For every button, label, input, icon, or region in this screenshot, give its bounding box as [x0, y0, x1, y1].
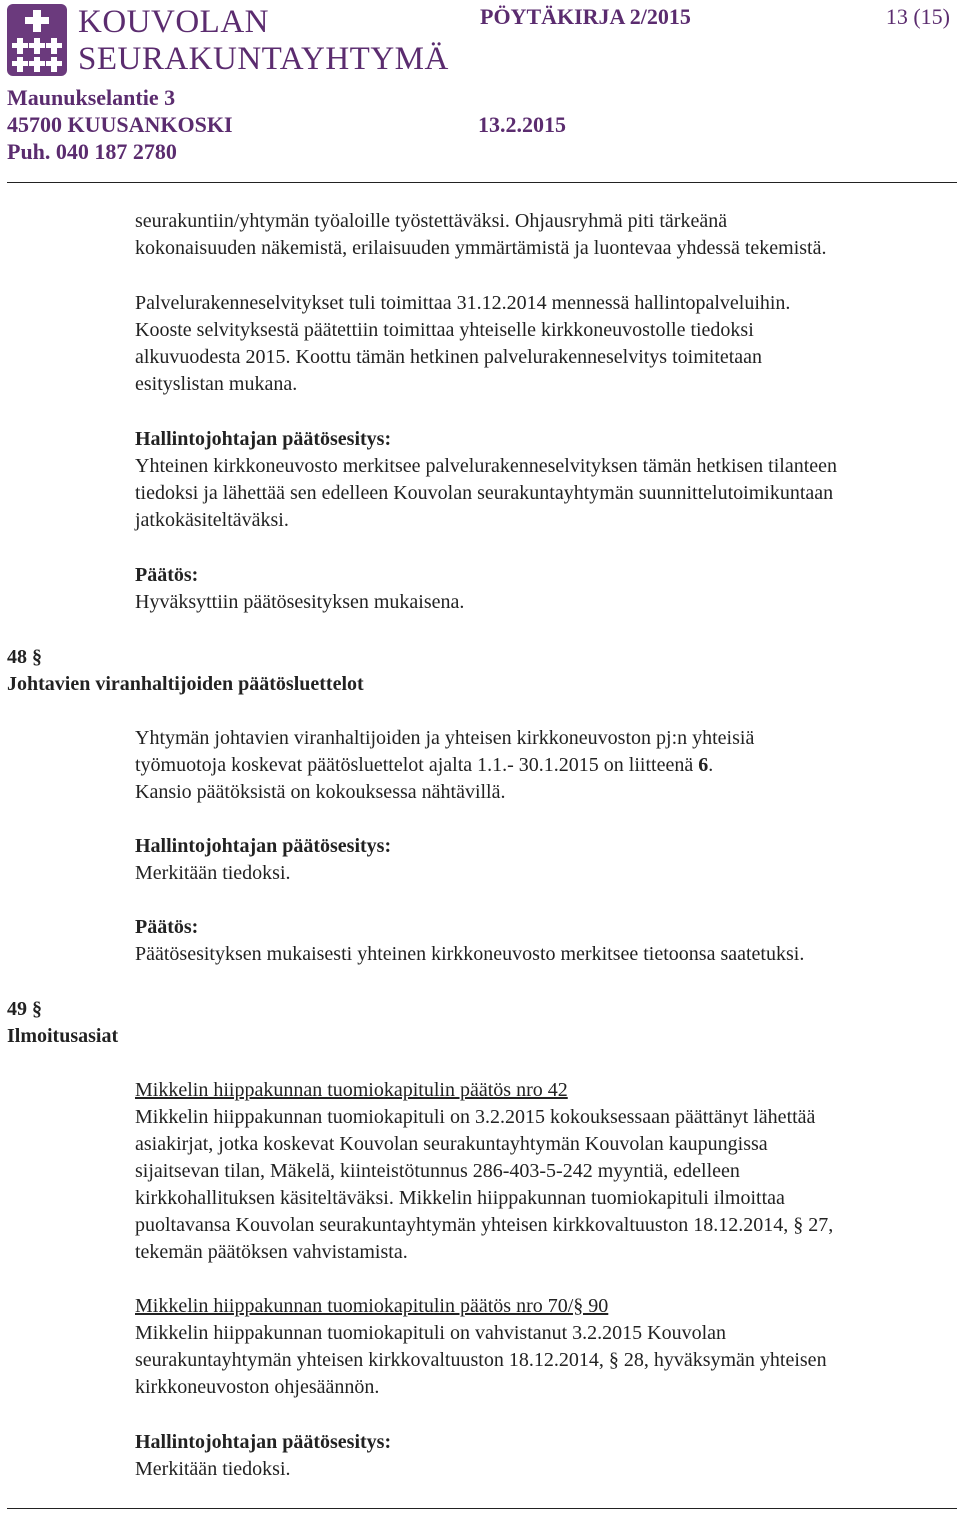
document-title: PÖYTÄKIRJA 2/2015: [480, 4, 691, 29]
page-header: [0, 0, 960, 180]
text-line: kirkkohallituksen käsiteltäväksi. Mikkelin hiippakunnan tuomiokapituli ilmoittaa: [135, 1187, 785, 1209]
text-span: .: [708, 754, 714, 776]
text-line: kokonaisuuden näkemistä, erilaisuuden ymmärtämistä ja luontevaa yhdessä tekemistä.: [135, 237, 827, 259]
text-line: esityslistan mukana.: [135, 373, 298, 395]
org-name-line1: KOUVOLAN: [78, 4, 269, 40]
proposal-text-49: Merkitään tiedoksi.: [135, 1458, 291, 1480]
text-line: [135, 752, 960, 779]
address-street: Maunukselantie 3: [7, 85, 176, 110]
proposal-heading: Hallintojohtajan päätösesitys:: [135, 428, 392, 450]
notice-item-2-body: [135, 1320, 960, 1401]
organization-logo: [7, 4, 67, 76]
text-line: sijaitsevan tilan, Mäkelä, kiinteistötunnus 286-403-5-242 myyntiä, edelleen: [135, 1160, 740, 1182]
section48-body: [135, 725, 960, 806]
document-date: 13.2.2015: [478, 112, 566, 137]
cross-logo-icon: [7, 4, 67, 76]
text-line: seurakuntiin/yhtymän työaloille työstettäväksi. Ohjausryhmä piti tärkeänä: [135, 210, 728, 232]
attachment-number: 6: [698, 754, 709, 776]
proposal-text: [135, 453, 960, 534]
decision-text: Hyväksyttiin päätösesityksen mukaisena.: [135, 591, 465, 613]
footer-divider: [7, 1508, 957, 1509]
address-city: 45700 KUUSANKOSKI: [7, 112, 233, 137]
section-title-48: Johtavien viranhaltijoiden päätösluettelot: [7, 673, 364, 695]
phone-number: Puh. 040 187 2780: [7, 139, 177, 164]
intro-paragraph-1: [135, 208, 960, 262]
intro-paragraph-2: [135, 290, 960, 398]
page-number: 13 (15): [885, 4, 950, 29]
section-number-49: 49 §: [7, 998, 42, 1020]
decision-heading: Päätös:: [135, 564, 199, 586]
section-number-48: 48 §: [7, 646, 42, 668]
text-line: seurakuntayhtymän yhteisen kirkkovaltuuston 18.12.2014, § 28, hyväksymän yhteisen: [135, 1349, 827, 1371]
text-line: Yhteinen kirkkoneuvosto merkitsee palvelurakenneselvityksen tämän hetkisen tilanteen: [135, 455, 838, 477]
text-line: puoltavansa Kouvolan seurakuntayhtymän yhteisen kirkkovaltuuston 18.12.2014, § 27,: [135, 1214, 834, 1236]
proposal-heading-48: Hallintojohtajan päätösesitys:: [135, 835, 392, 857]
text-line: tekemän päätöksen vahvistamista.: [135, 1241, 408, 1263]
text-line: kirkkoneuvoston ohjesäännön.: [135, 1376, 380, 1398]
text-line: Kooste selvityksestä päätettiin toimittaa yhteiselle kirkkoneuvostolle tiedoksi: [135, 319, 754, 341]
text-line: Mikkelin hiippakunnan tuomiokapituli on vahvistanut 3.2.2015 Kouvolan: [135, 1322, 727, 1344]
notice-item-2-title: Mikkelin hiippakunnan tuomiokapitulin päätös nro 70/§ 90: [135, 1295, 609, 1317]
section-title-49: Ilmoitusasiat: [7, 1025, 119, 1047]
text-line: Kansio päätöksistä on kokouksessa nähtävillä.: [135, 781, 506, 803]
text-line: alkuvuodesta 2015. Koottu tämän hetkinen palvelurakenneselvitys toimitetaan: [135, 346, 763, 368]
notice-item-1-title: Mikkelin hiippakunnan tuomiokapitulin päätös nro 42: [135, 1079, 568, 1101]
text-line: tiedoksi ja lähettää sen edelleen Kouvolan seurakuntayhtymän suunnittelutoimikuntaan: [135, 482, 834, 504]
text-line: Mikkelin hiippakunnan tuomiokapituli on 3.2.2015 kokouksessaan päättänyt lähettää: [135, 1106, 816, 1128]
text-line: jatkokäsiteltäväksi.: [135, 509, 289, 531]
notice-item-1-body: [135, 1104, 960, 1266]
text-line: Yhtymän johtavien viranhaltijoiden ja yhteisen kirkkoneuvoston pj:n yhteisiä: [135, 727, 755, 749]
decision-text-48: Päätösesityksen mukaisesti yhteinen kirkkoneuvosto merkitsee tietoonsa saatetuksi.: [135, 943, 805, 965]
text-line: Palvelurakenneselvitykset tuli toimittaa 31.12.2014 mennessä hallintopalveluihin.: [135, 292, 791, 314]
proposal-text-48: Merkitään tiedoksi.: [135, 862, 291, 884]
proposal-heading-49: Hallintojohtajan päätösesitys:: [135, 1431, 392, 1453]
header-divider: [7, 182, 957, 183]
org-name-line2: SEURAKUNTAYHTYMÄ: [78, 41, 449, 77]
text-line: asiakirjat, jotka koskevat Kouvolan seurakuntayhtymän Kouvolan kaupungissa: [135, 1133, 768, 1155]
decision-heading-48: Päätös:: [135, 916, 199, 938]
text-span: työmuotoja koskevat päätösluettelot ajalta 1.1.- 30.1.2015 on liitteenä: [135, 754, 699, 776]
